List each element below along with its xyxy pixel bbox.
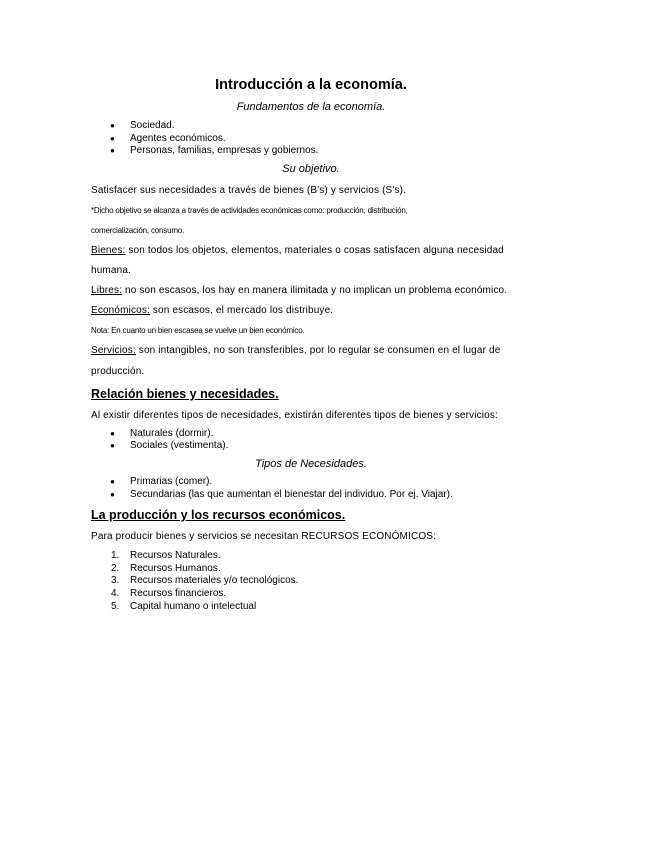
economicos-note: Nota: En cuanto un bien escasea se vuelve un bien económico. — [91, 325, 305, 335]
bienes-definition-cont: humana. — [91, 264, 131, 276]
objetivo-text: Satisfacer sus necesidades a través de bienes (B's) y servicios (S's). — [91, 184, 406, 196]
economicos-term: Económicos: — [91, 304, 150, 316]
list-item: ● Secundarias (las que aumentan el bienestar del individuo. Por ej. Viajar). — [110, 488, 453, 500]
list-item: 5. Capital humano o intelectual — [111, 600, 257, 612]
list-item: 1. Recursos Naturales. — [111, 550, 221, 562]
relacion-list — [91, 428, 531, 453]
servicios-definition-cont: producción. — [91, 365, 145, 377]
objetivo-note-line1: *Dicho objetivo se alcanza a través de actividades económicas como: producción, distribución, — [91, 205, 408, 215]
relacion-heading: Relación bienes y necesidades. — [91, 386, 279, 401]
bullet-icon: ● — [110, 441, 115, 451]
list-item: 4. Recursos financieros. — [111, 587, 227, 599]
bullet-icon: ● — [110, 133, 115, 143]
economicos-definition: Económicos: son escasos, el mercado los distribuye. — [91, 304, 334, 316]
list-item: 3. Recursos materiales y/o tecnológicos. — [111, 575, 299, 587]
document-page — [91, 74, 531, 613]
list-item: ● Agentes económicos. — [110, 132, 226, 144]
bienes-definition: Bienes: son todos los objetos, elementos, materiales o cosas satisfacen alguna necesidad — [91, 244, 504, 256]
list-item: ● Sociales (vestimenta). — [110, 440, 229, 452]
bullet-icon: ● — [110, 428, 115, 438]
objetivo-heading: Su objetivo. — [282, 162, 340, 175]
libres-definition: Libres: no son escasos, los hay en manera ilimitada y no implican un problema económico. — [91, 284, 508, 296]
list-item: ● Personas, familias, empresas y gobiernos. — [110, 145, 319, 157]
list-item: ● Naturales (dormir). — [110, 427, 214, 439]
bullet-icon: ● — [110, 476, 115, 486]
tipos-list — [91, 476, 531, 501]
bullet-icon: ● — [110, 489, 115, 499]
bullet-icon: ● — [110, 121, 115, 130]
relacion-text: Al existir diferentes tipos de necesidades, existirán diferentes tipos de bienes y servicios: — [91, 409, 498, 421]
recursos-list — [91, 550, 531, 613]
produccion-heading: La producción y los recursos económicos. — [91, 508, 346, 523]
libres-term: Libres: — [91, 284, 123, 296]
fundamentos-list — [91, 120, 531, 158]
document-title: Introducción a la economía. — [215, 77, 407, 93]
produccion-text: Para producir bienes y servicios se necesitan RECURSOS ECONÓMICOS: — [91, 531, 437, 543]
servicios-term: Servicios: — [91, 344, 136, 356]
fundamentos-heading: Fundamentos de la economía. — [236, 101, 386, 113]
list-item: ● Primarias (comer). — [110, 475, 213, 487]
servicios-definition: Servicios: son intangibles, no son transferibles, por lo regular se consumen en el lugar de — [91, 344, 501, 356]
bullet-icon: ● — [110, 146, 115, 156]
tipos-heading: Tipos de Necesidades. — [255, 457, 367, 470]
list-item: 2. Recursos Humanos. — [111, 562, 221, 574]
bienes-term: Bienes: — [91, 244, 126, 256]
list-item: ● Sociedad. — [110, 120, 175, 131]
objetivo-note-line2: comercialización, consumo. — [91, 225, 185, 235]
